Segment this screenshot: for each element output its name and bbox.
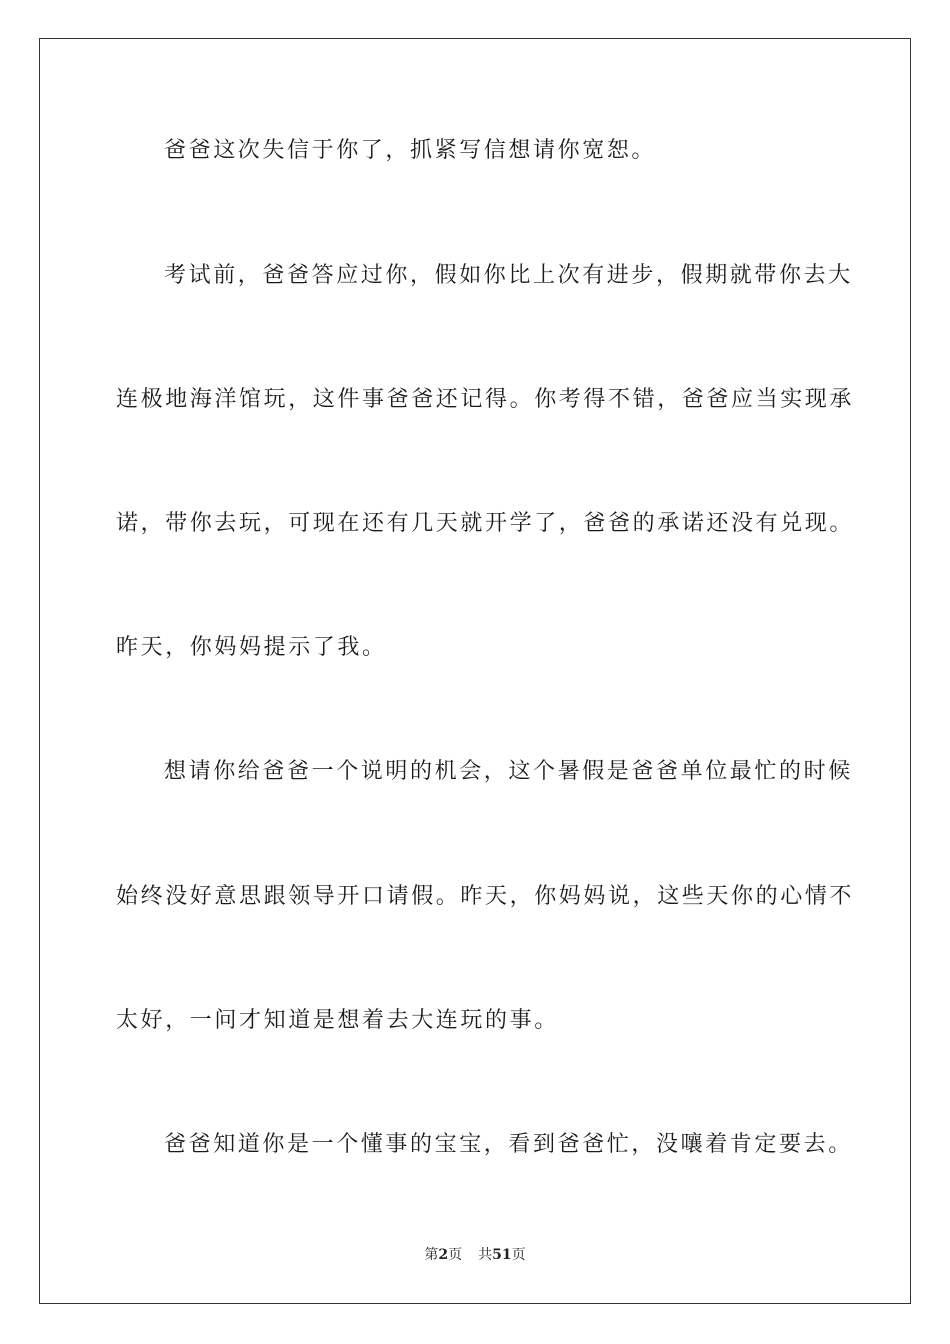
paragraph-line-9: 爸爸知道你是一个懂事的宝宝，看到爸爸忙，没嚷着肯定要去。 bbox=[164, 1132, 853, 1157]
paragraph-line-6: 想请你给爸爸一个说明的机会，这个暑假是爸爸单位最忙的时候 bbox=[164, 759, 853, 784]
page-frame bbox=[39, 38, 911, 1304]
paragraph-line-7: 始终没好意思跟领导开口请假。昨天，你妈妈说，这些天你的心情不 bbox=[116, 884, 855, 909]
paragraph-line-1: 爸爸这次失信于你了，抓紧写信想请你宽恕。 bbox=[164, 138, 657, 163]
paragraph-line-3: 连极地海洋馆玩，这件事爸爸还记得。你考得不错，爸爸应当实现承 bbox=[116, 387, 855, 412]
paragraph-line-8: 太好，一问才知道是想着去大连玩的事。 bbox=[116, 1008, 559, 1033]
page-prefix: 第 bbox=[424, 1247, 439, 1263]
page-suffix: 页 bbox=[448, 1247, 463, 1263]
page-footer bbox=[0, 1246, 950, 1264]
paragraph-line-2: 考试前，爸爸答应过你，假如你比上次有进步，假期就带你去大 bbox=[164, 263, 853, 288]
total-prefix: 共 bbox=[478, 1247, 493, 1263]
paragraph-line-5: 昨天，你妈妈提示了我。 bbox=[116, 635, 387, 660]
paragraph-line-4: 诺，带你去玩，可现在还有几天就开学了，爸爸的承诺还没有兑现。 bbox=[116, 511, 855, 536]
total-pages: 51 bbox=[492, 1247, 512, 1263]
total-suffix: 页 bbox=[511, 1247, 526, 1263]
page-number: 2 bbox=[438, 1247, 449, 1263]
